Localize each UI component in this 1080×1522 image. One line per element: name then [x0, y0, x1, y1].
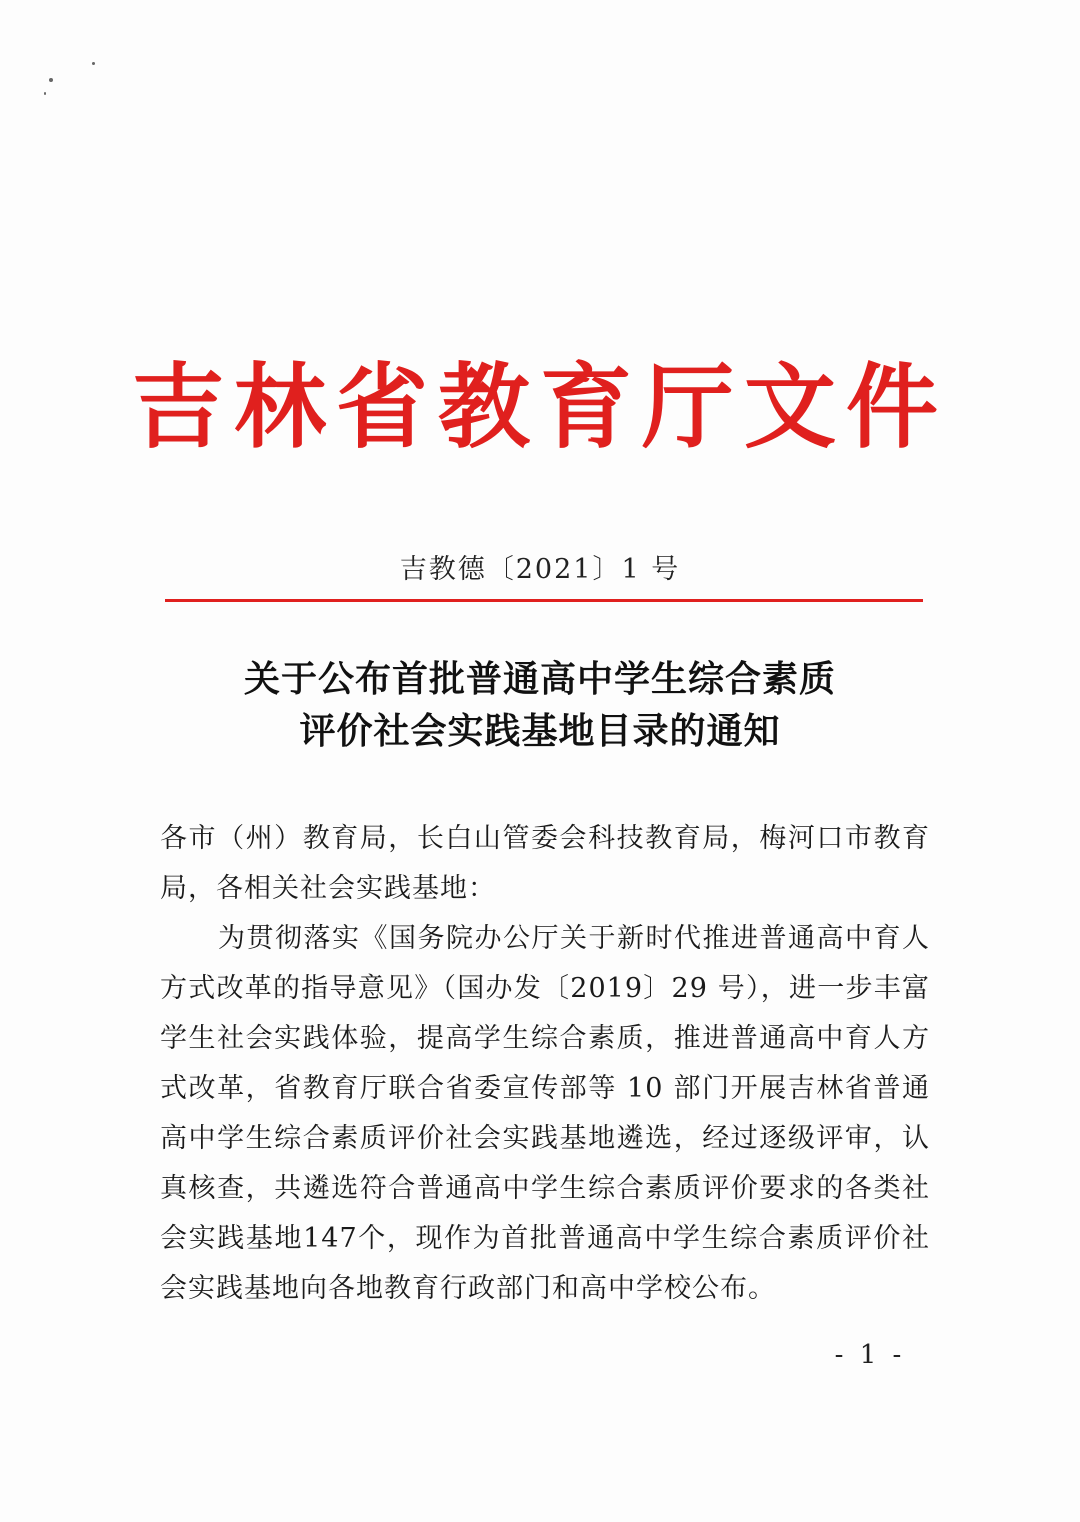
document-body	[160, 814, 930, 1314]
document-title	[0, 654, 1080, 758]
scan-speck	[44, 92, 46, 95]
salutation: 各市（州）教育局，长白山管委会科技教育局，梅河口市教育局，各相关社会实践基地：	[160, 823, 930, 904]
page-number: - 1 -	[834, 1340, 906, 1370]
masthead-title: 吉林省教育厅文件	[131, 353, 948, 461]
document-number: 吉教德〔2021〕1 号	[399, 554, 681, 585]
scan-speck	[49, 78, 53, 82]
scan-speck	[92, 62, 95, 65]
red-divider-line	[165, 599, 923, 602]
document-title-line-2: 评价社会实践基地目录的通知	[299, 711, 781, 752]
document-title-line-1: 关于公布首批普通高中学生综合素质	[243, 659, 836, 700]
body-paragraph: 为贯彻落实《国务院办公厅关于新时代推进普通高中育人方式改革的指导意见》（国办发〔2019〕29 号），进一步丰富学生社会实践体验，提高学生综合素质，推进普通高中育人方式改革，省教育厅联合省委宣传部等 10 部门开展吉林省普通高中学生综合素质评价社会实践基地遴选，经过逐级评审，认真核查，共遴选符合普通高中学生综合素质评价要求的各类社会实践基地147个，现作为首批普通高中学生综合素质评价社会实践基地向各地教育行政部门和高中学校公布。	[160, 923, 930, 1304]
